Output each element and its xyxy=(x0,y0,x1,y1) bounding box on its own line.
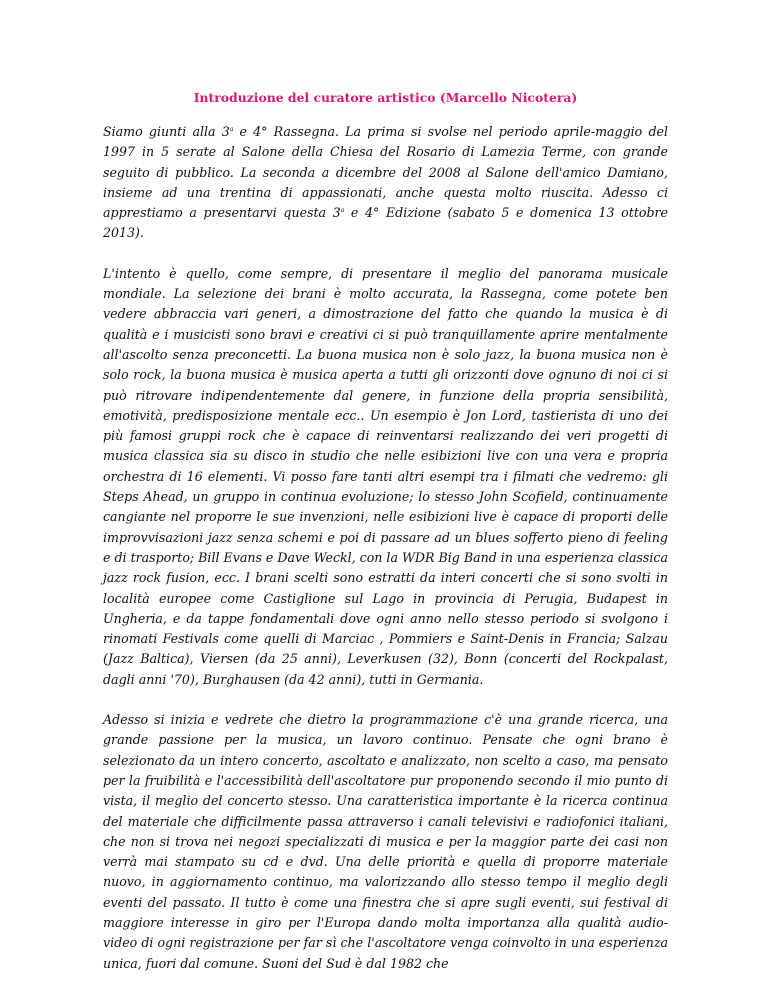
paragraph-programming: Adesso si inizia e vedrete che dietro la programmazione c'è una grande ricerca, una grande passione per la musica, un lavoro continuo. Pensate che ogni brano è selezionato da un intero concerto, ascoltato e analizzato, non scelto a caso, ma pensato per la fruibilità e l'accessibilità dell'ascoltatore pur proponendo secondo il mio punto di vista, il meglio del concerto stesso. Una caratteristica importante è la ricerca continua del materiale che difficilmente passa attraverso i canali televisivi e radiofonici italiani, che non si trova nei negozi specializzati di musica e per la maggior parte dei casi non verrà mai stampato su cd e dvd. Una delle priorità e quella di proporre materiale nuovo, in aggiornamento continuo, ma valorizzando allo stesso tempo il meglio degli eventi del passato. Il tutto è come una finestra che si apre sugli eventi, sui festival di maggiore interesse in giro per l'Europa dando molta importanza alla qualità audio-video di ogni registrazione per far sì che l'ascoltatore venga coinvolto in una esperienza unica, fuori dal comune. Suoni del Sud è dal 1982 che xyxy=(103,712,668,971)
ordinal-superscript: a xyxy=(229,125,234,133)
paragraph-intro-tail: e 4° Edizione (sabato 5 e domenica 13 ottobre 2013). xyxy=(103,205,668,241)
ordinal-superscript: a xyxy=(340,207,345,214)
document-title: Introduzione del curatore artistico (Marcello Nicotera) xyxy=(193,90,578,105)
paragraph-intro xyxy=(103,122,668,244)
paragraph-intent: L'intento è quello, come sempre, di presentare il meglio del panorama musicale mondiale. La selezione dei brani è molto accurata, la Rassegna, come potete ben vedere abbraccia vari generi, a dimostrazione del fatto che quando la musica è di qualità e i musicisti sono bravi e creativi ci si può tranquillamente aprire mentalmente all'ascolto senza preconcetti. La buona musica non è solo jazz, la buona musica non è solo rock, la buona musica è musica aperta a tutti gli orizzonti dove ognuno di noi ci si può ritrovare indipendentemente dal genere, in funzione della propria sensibilità, emotività, predisposizione mentale ecc.. Un esempio è Jon Lord, tastierista di uno dei più famosi gruppi rock che è capace di reinventarsi realizzando dei veri progetti di musica classica sia su disco in studio che nelle esibizioni live con una vera e propria orchestra di 16 elementi. Vi posso fare tanti altri esempi tra i filmati che vedremo: gli Steps Ahead, un gruppo in continua evoluzione; lo stesso John Scofield, continuamente cangiante nel proporre le sue invenzioni, nelle esibizioni live è capace di proporti delle improvvisazioni jazz senza schemi e poi di passare ad un blues sofferto pieno di feeling e di trasporto; Bill Evans e Dave Weckl, con la WDR Big Band in una esperienza classica jazz rock fusion, ecc. I brani scelti sono estratti da interi concerti che si sono svolti in località europee come Castiglione sul Lago in provincia di Perugia, Budapest in Ungheria, e da tappe fondamentali dove ogni anno nello stesso periodo si svolgono i rinomati Festivals come quelli di Marciac , Pommiers e Saint-Denis in Francia; Salzau (Jazz Baltica), Viersen (da 25 anni), Leverkusen (32), Bonn (concerti del Rockpalast, dagli anni '70), Burghausen (da 42 anni), tutti in Germania. xyxy=(103,265,668,687)
paragraph-intro-mid: e 4° Rassegna. La prima si svolse nel periodo aprile-maggio del 1997 in 5 serate al Salone della Chiesa del Rosario di Lamezia Terme, con grande seguito di pubblico. La seconda a dicembre del 2008 al Salone dell'amico Damiano, insieme ad una trentina di appassionati, anche questa molto riuscita. Adesso ci apprestiamo a presentarvi questa 3 xyxy=(103,124,668,221)
paragraph-intro-lead: Siamo giunti alla 3 xyxy=(103,124,230,139)
document-page xyxy=(103,88,668,994)
